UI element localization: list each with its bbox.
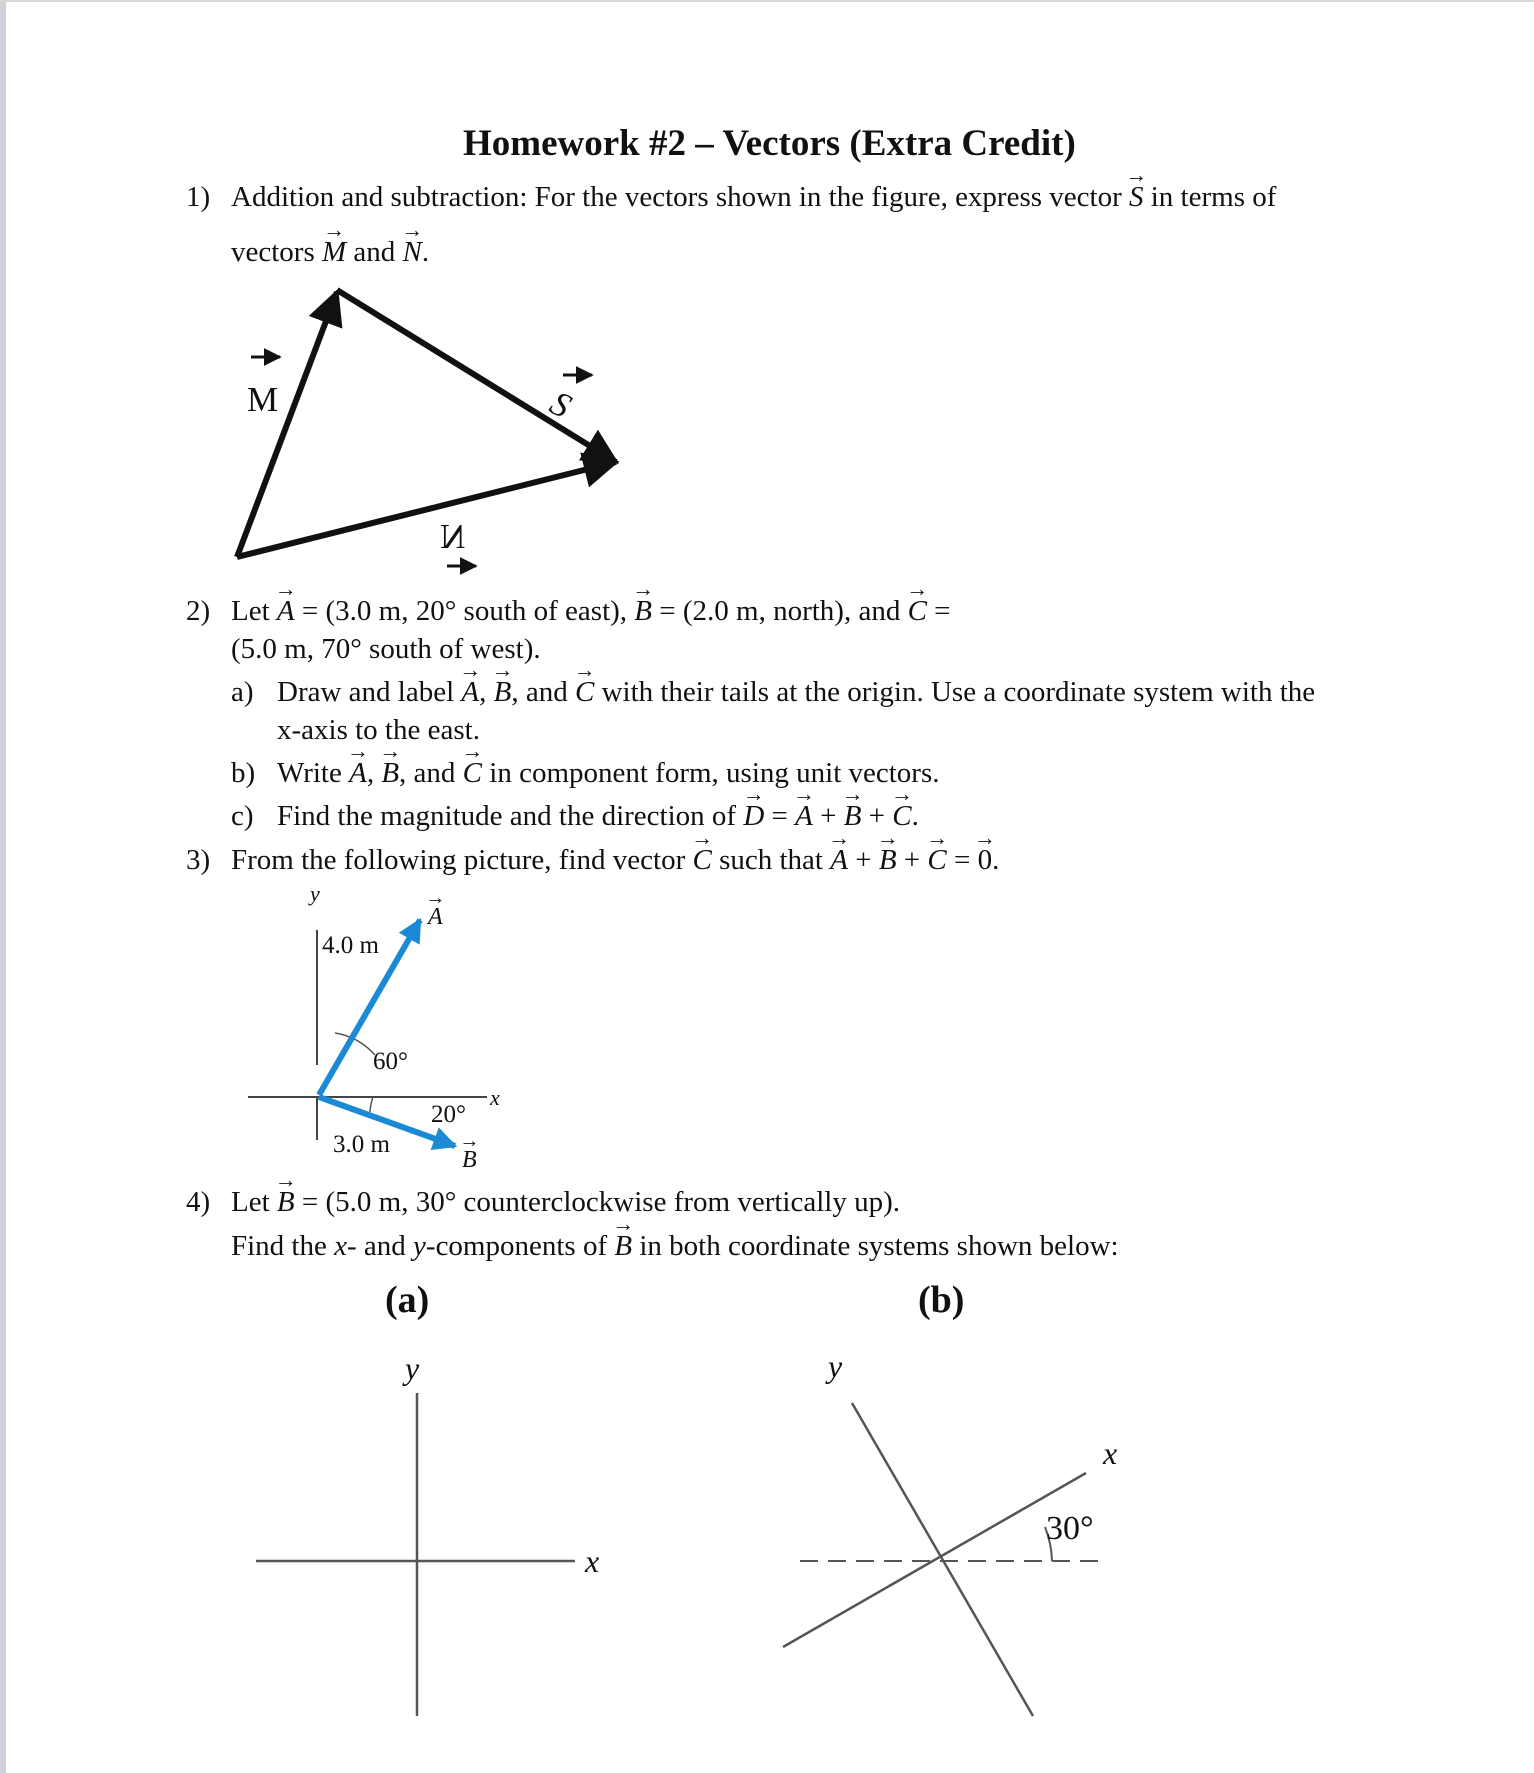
q2b-vector-a: → A [349, 759, 367, 788]
q1-vector-n: → N [403, 238, 422, 267]
fig1-label-m: M [247, 380, 279, 419]
q2b-text-1: Write [277, 757, 342, 789]
q4-text-1: Let [231, 1186, 270, 1218]
q2c-vector-b: → B [844, 802, 862, 831]
fig4b-axis-x-label: x [1103, 1435, 1118, 1471]
q2b-line1 [277, 759, 940, 788]
fig1-label-n: N [440, 517, 466, 556]
q2c-vector-a: → A [795, 802, 813, 831]
q4-text-x: x [334, 1230, 347, 1262]
q1-vector-m: → M [322, 238, 346, 267]
q2c-line1 [277, 802, 919, 831]
q2a-text-1: Draw and label [277, 676, 455, 708]
q2a-line2: x-axis to the east. [277, 714, 480, 746]
fig4b-axis-y-label: y [828, 1348, 843, 1384]
fig4a-axis-x-label: x [585, 1543, 600, 1579]
q1-number: 1) [186, 181, 211, 213]
q2-line1 [231, 597, 951, 626]
q4-vector-b2: → B [614, 1232, 632, 1261]
q2a-vector-c: → C [575, 678, 594, 707]
q2b-text-4: in component form, using unit vectors. [489, 757, 940, 789]
q2b-vector-b: → B [381, 759, 399, 788]
q3-text-6: . [992, 844, 1000, 876]
q4-text-2: = (5.0 m, 30° counterclockwise from vertically up). [301, 1186, 900, 1218]
fig3-length-a: 4.0 m [322, 932, 379, 959]
q3-zero-vector: → 0 [978, 846, 993, 875]
q2a-text-2: , [479, 676, 487, 708]
q3-text-2: such that [719, 844, 823, 876]
q3-text-3: + [855, 844, 872, 876]
fig3-angle-a: 60° [373, 1048, 408, 1075]
q2a-vector-a: → A [461, 678, 479, 707]
q2a-vector-b: → B [494, 678, 512, 707]
vector-m-arrow [237, 292, 337, 557]
q4-vector-b: → B [277, 1188, 295, 1217]
fig3-length-b: 3.0 m [333, 1131, 390, 1158]
q1-text-d: and [353, 236, 396, 268]
q4-text-y: y [413, 1230, 426, 1262]
fig4a-axis-y-label: y [405, 1350, 420, 1386]
q4-number: 4) [186, 1186, 211, 1218]
q1-text-c: vectors [231, 236, 315, 268]
q3-vector-c2: → C [927, 846, 946, 875]
q2a-label: a) [231, 676, 254, 708]
fig4b-angle-label: 30° [1046, 1510, 1094, 1547]
q2b-vector-c: → C [463, 759, 482, 788]
fig1-label-s: S [543, 383, 578, 426]
q4-line1 [231, 1188, 900, 1217]
q2c-label: c) [231, 800, 254, 832]
fig3-axis-x-label: x [490, 1085, 500, 1110]
q3-vector-b: → B [879, 846, 897, 875]
q2-line2: (5.0 m, 70° south of west). [231, 633, 541, 665]
fig4b-y-axis [852, 1403, 1033, 1716]
q2c-text-3: + [820, 800, 837, 832]
q1-text-a: Addition and subtraction: For the vectors shown in the figure, express vector [231, 181, 1122, 213]
q2c-text-5: . [911, 800, 919, 832]
q2c-text-2: = [771, 800, 788, 832]
q2c-text-1: Find the magnitude and the direction of [277, 800, 737, 832]
fig3-angle-20-arc [370, 1097, 373, 1112]
q2a-text-4: with their tails at the origin. Use a coordinate system with the [601, 676, 1316, 708]
q2-text-b: = (3.0 m, 20° south of east), [301, 595, 628, 627]
q2b-text-2: , [366, 757, 375, 789]
q4-text-d: in both coordinate systems shown below: [639, 1230, 1119, 1262]
q3-text-5: = [953, 844, 971, 876]
vector-n-arrow [237, 462, 616, 557]
fig4b-caption: (b) [918, 1279, 965, 1321]
q2-number: 2) [186, 595, 211, 627]
q3-vector-c: → C [692, 846, 711, 875]
q3-text-1: From the following picture, find vector [231, 844, 686, 876]
q2-text-c: = (2.0 m, north), and [659, 595, 901, 627]
q2-vector-c: → C [908, 597, 927, 626]
page-title: Homework #2 – Vectors (Extra Credit) [463, 123, 1076, 164]
q3-line1 [231, 846, 999, 875]
q4-text-b: - and [347, 1230, 406, 1262]
q2c-vector-c: → C [892, 802, 911, 831]
fig3-label-a-text: → A [428, 905, 443, 929]
q4-line2 [231, 1232, 1119, 1261]
q2b-text-3: , and [399, 757, 456, 789]
q3-vector-a: → A [830, 846, 848, 875]
fig3-label-a [428, 905, 443, 929]
q2-vector-a: → A [277, 597, 295, 626]
fig3-label-b-text: → B [462, 1148, 477, 1172]
fig3-axis-y-label: y [310, 881, 320, 906]
fig4a-caption: (a) [385, 1279, 430, 1321]
q2c-text-4: + [868, 800, 886, 832]
q3-number: 3) [186, 844, 211, 876]
q2c-vector-d: → D [743, 802, 764, 831]
fig3-angle-b: 20° [431, 1101, 466, 1128]
q4-text-c: -components of [425, 1230, 608, 1262]
q1-text-b: in terms of [1150, 181, 1277, 213]
q4-text-a: Find the [231, 1230, 327, 1262]
q2-text-d: = [934, 595, 951, 627]
q2-text-a: Let [231, 595, 270, 627]
q2b-label: b) [231, 757, 256, 789]
q3-text-4: + [903, 844, 921, 876]
q1-text-e: . [421, 236, 430, 268]
fig3-label-b [462, 1148, 477, 1172]
q2a-text-3: , and [511, 676, 568, 708]
q1-vector-s: → S [1129, 183, 1144, 212]
q2a-line1 [277, 678, 1315, 707]
q2-vector-b: → B [634, 597, 652, 626]
